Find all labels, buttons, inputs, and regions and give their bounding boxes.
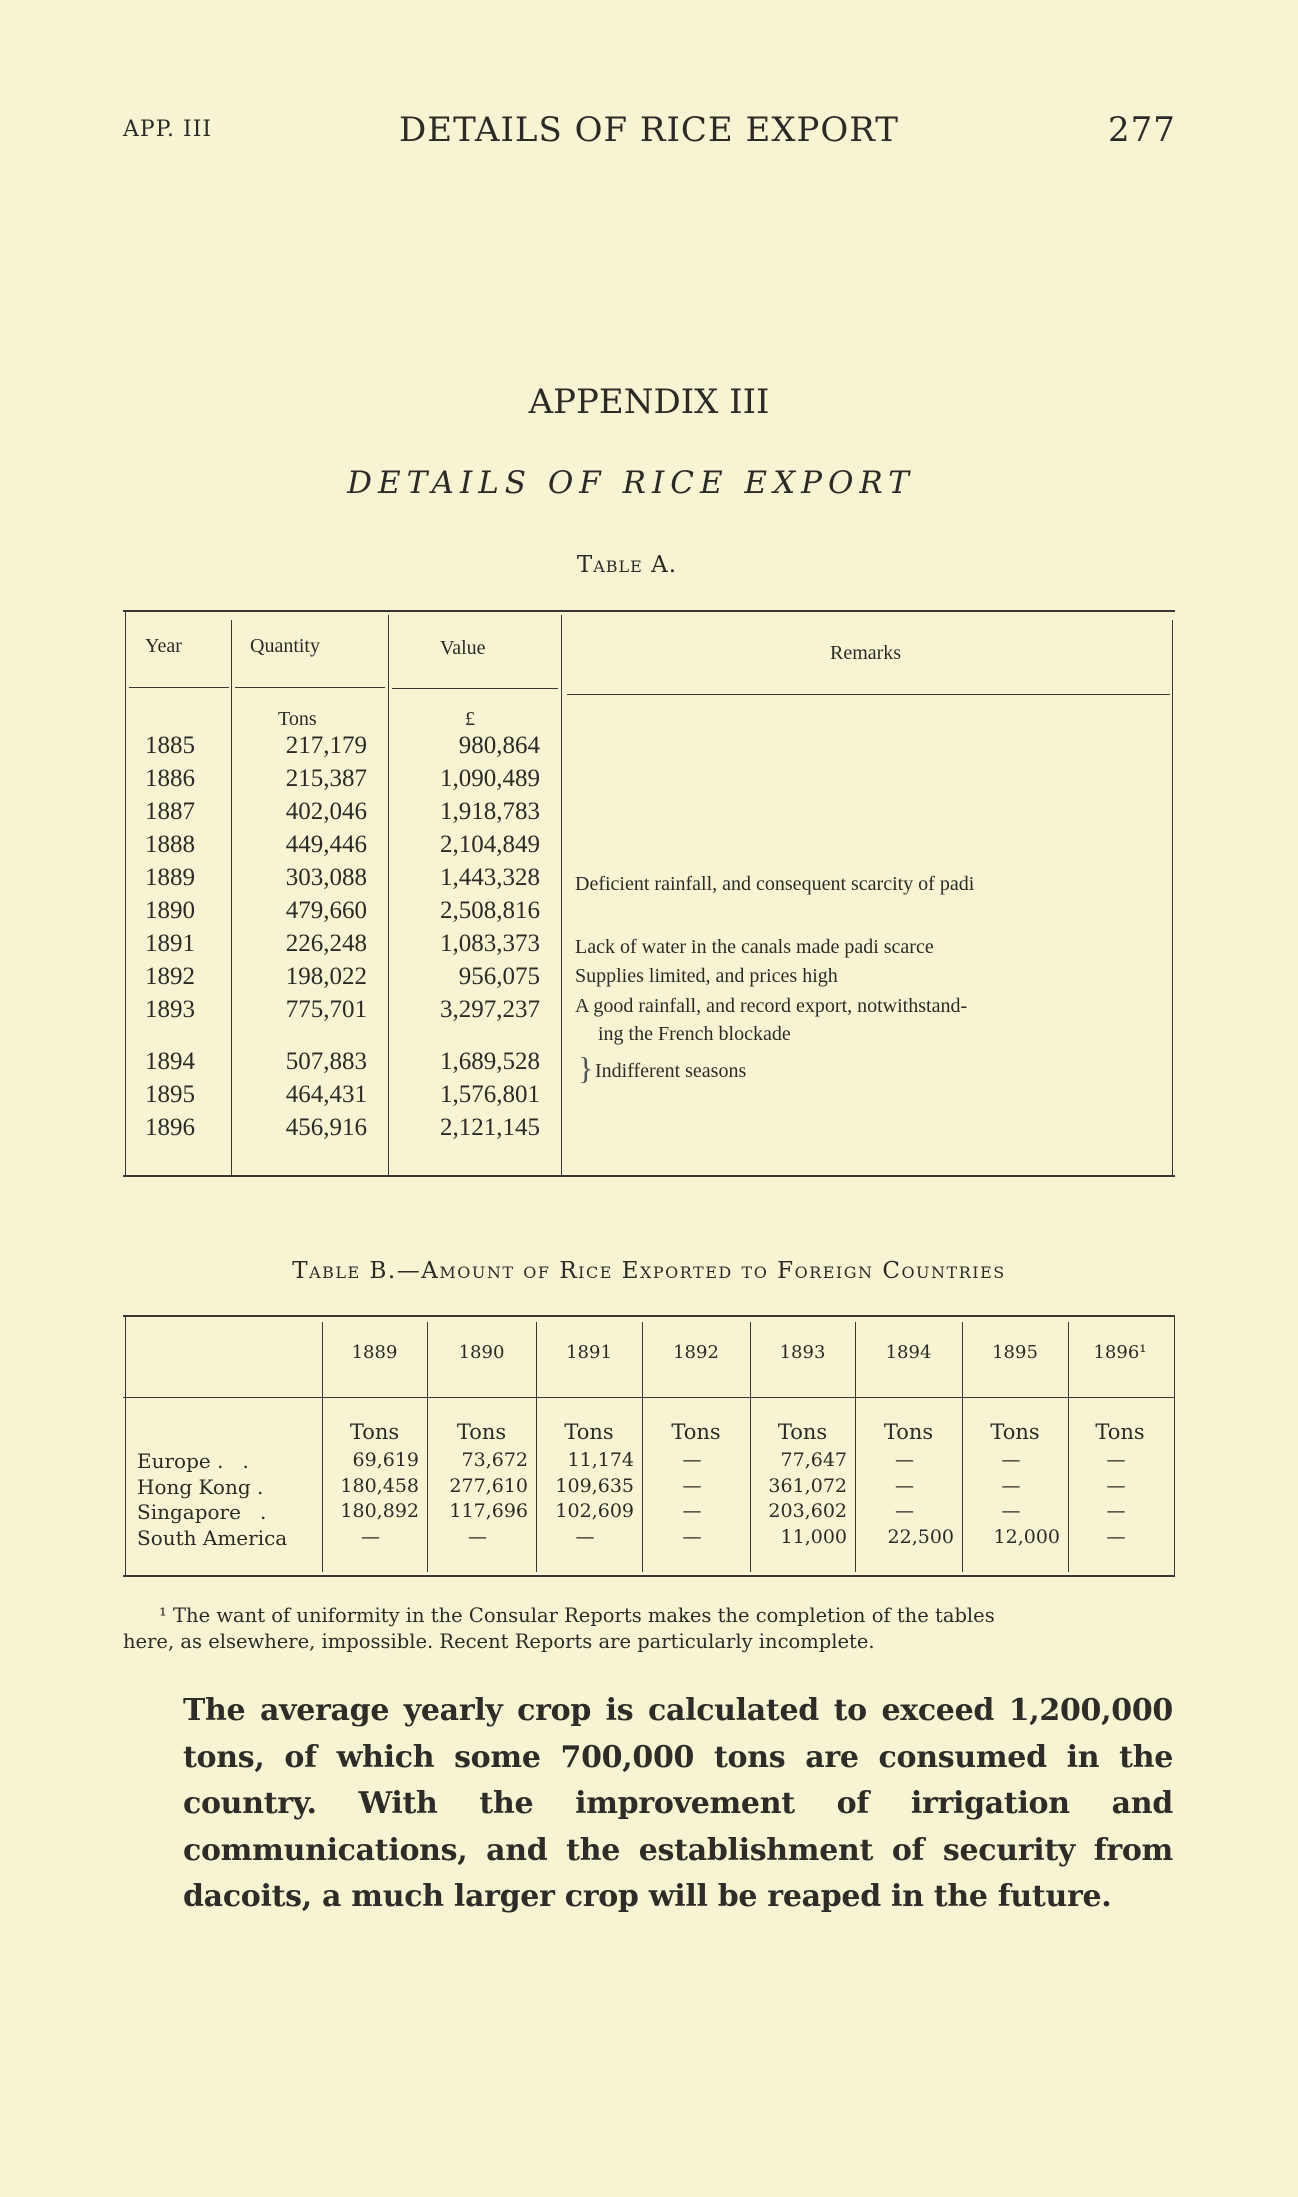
table-b-value-cell: — xyxy=(1001,1500,1021,1522)
table-a-quantity-cell: 215,387 xyxy=(285,765,367,792)
table-b-year-header: 1893 xyxy=(779,1342,826,1363)
page-number: 277 xyxy=(1108,110,1176,150)
table-b-value-cell: 361,072 xyxy=(768,1474,847,1497)
table-a-value-cell: 1,576,801 xyxy=(440,1081,540,1108)
header-title: DETAILS OF RICE EXPORT xyxy=(399,110,899,150)
table-a-quantity-cell: 449,446 xyxy=(285,831,367,858)
table-b-row-label: South America xyxy=(137,1525,288,1550)
table-a-year-cell: 1887 xyxy=(145,798,195,825)
table-a-quantity-cell: 479,660 xyxy=(285,897,367,924)
table-b-header-rule xyxy=(123,1397,1175,1398)
body-paragraph: The average yearly crop is calculated to exceed 1,200,000 tons, of which some 700,000 tons are consumed in the country. With the improvement of irrigation and communications, and the establishment of security from dacoits, a much larger crop will be reaped in the future. xyxy=(183,1693,1173,1914)
table-a-year-cell: 1888 xyxy=(145,831,195,858)
brace-icon: } xyxy=(578,1050,594,1086)
table-a-quantity-cell: 402,046 xyxy=(285,798,367,825)
table-b-caption: Table B.—Amount of Rice Exported to Foreign Countries xyxy=(292,1258,1006,1284)
table-b-value-cell: 73,672 xyxy=(461,1449,528,1471)
table-b-year-header: 1890 xyxy=(458,1342,505,1363)
table-a-value-cell: 3,297,237 xyxy=(440,996,540,1023)
table-b-value-cell: — xyxy=(1106,1525,1126,1548)
table-b-value-cell: 203,602 xyxy=(768,1500,847,1522)
table-a-year-cell: 1892 xyxy=(145,963,195,990)
table-b-value-cell: — xyxy=(682,1500,702,1522)
table-a-value-cell: 2,104,849 xyxy=(440,831,540,858)
divider xyxy=(1174,1315,1175,1577)
table-a-value-cell: 1,689,528 xyxy=(440,1048,540,1075)
table-b-value-cell: 22,500 xyxy=(887,1525,954,1548)
divider xyxy=(125,1315,126,1575)
table-b-year-header: 1894 xyxy=(885,1342,932,1363)
table-a-value-cell: 2,121,145 xyxy=(440,1114,540,1141)
col-header-year: Year xyxy=(145,635,182,657)
table-a-quantity-cell: 226,248 xyxy=(285,930,367,957)
table-b-year-header: 1895 xyxy=(992,1342,1038,1363)
divider xyxy=(231,620,232,1175)
divider xyxy=(125,610,126,1175)
table-b-unit: Tons xyxy=(349,1420,400,1444)
table-b-unit: Tons xyxy=(456,1420,507,1444)
appendix-title: APPENDIX III xyxy=(528,382,770,422)
table-a-bottom-rule xyxy=(123,1175,1175,1177)
table-a-quantity-cell: 775,701 xyxy=(285,996,367,1023)
table-b-value-cell: — xyxy=(575,1525,595,1548)
table-b-value-cell: 69,619 xyxy=(352,1449,419,1471)
table-b-unit: Tons xyxy=(777,1420,828,1444)
table-a-year-cell: 1893 xyxy=(145,996,195,1023)
footnote-line-1: ¹ The want of uniformity in the Consular Reports makes the completion of the tables xyxy=(159,1604,995,1627)
table-b-value-cell: — xyxy=(1106,1474,1126,1497)
table-b-row-label: Singapore . xyxy=(137,1500,267,1524)
table-b-value-cell: 277,610 xyxy=(449,1474,528,1497)
table-b-top-rule xyxy=(123,1315,1175,1317)
col-header-remarks: Remarks xyxy=(830,642,902,664)
table-a-quantity-cell: 198,022 xyxy=(285,963,367,990)
remark-1889: Deficient rainfall, and consequent scarcity of padi xyxy=(575,873,975,895)
table-b-year-header: 1896¹ xyxy=(1093,1342,1147,1363)
table-a-year-cell: 1891 xyxy=(145,930,195,957)
table-a-top-rule xyxy=(123,610,1175,612)
header-rule xyxy=(392,688,558,689)
table-b-year-header: 1892 xyxy=(673,1342,719,1363)
table-b-value-cell: — xyxy=(682,1449,702,1471)
table-a-quantity-cell: 303,088 xyxy=(285,864,367,891)
table-b-year-header: 1891 xyxy=(566,1342,612,1363)
col-header-quantity: Quantity xyxy=(250,635,320,657)
table-b-value-cell: — xyxy=(682,1525,702,1548)
table-b-value-cell: — xyxy=(1106,1500,1126,1522)
table-b-value-cell: 109,635 xyxy=(555,1474,634,1497)
table-a-year-cell: 1896 xyxy=(145,1114,195,1141)
subtitle: DETAILS OF RICE EXPORT xyxy=(347,465,915,501)
table-b-value-cell: — xyxy=(468,1525,487,1548)
divider xyxy=(561,615,562,1175)
table-b-unit: Tons xyxy=(1095,1420,1145,1444)
table-b-unit: Tons xyxy=(671,1420,721,1444)
remark-1894-1895: Indifferent seasons xyxy=(595,1060,747,1082)
footnote-line-2: here, as elsewhere, impossible. Recent Reports are particularly incomplete. xyxy=(123,1630,875,1653)
table-a-quantity-cell: 217,179 xyxy=(285,732,367,759)
table-a-value-cell: 1,090,489 xyxy=(440,765,540,792)
table-b-value-cell: 77,647 xyxy=(780,1449,847,1471)
table-b-value-cell: — xyxy=(1001,1449,1021,1471)
table-a-value-cell: 956,075 xyxy=(458,963,540,990)
table-a-year-cell: 1894 xyxy=(145,1048,195,1075)
table-a-value-cell: 2,508,816 xyxy=(440,897,540,924)
table-b-value-cell: — xyxy=(895,1449,914,1471)
table-b-value-cell: — xyxy=(1001,1474,1021,1497)
remark-1893-cont: ing the French blockade xyxy=(598,1023,791,1045)
table-a-value-cell: 980,864 xyxy=(458,732,540,759)
remark-1891: Lack of water in the canals made padi scarce xyxy=(575,936,934,958)
divider xyxy=(388,615,389,1175)
table-a-year-cell: 1895 xyxy=(145,1081,195,1108)
table-a-quantity-cell: 456,916 xyxy=(285,1114,367,1141)
table-a-value-cell: 1,918,783 xyxy=(440,798,540,825)
table-a-year-cell: 1889 xyxy=(145,864,195,891)
table-b-unit: Tons xyxy=(990,1420,1040,1444)
table-b-value-cell: 11,000 xyxy=(780,1525,847,1548)
header-rule xyxy=(235,687,385,688)
table-b-value-cell: — xyxy=(895,1474,914,1497)
table-a-year-cell: 1885 xyxy=(145,732,195,759)
table-b-value-cell: — xyxy=(682,1474,702,1497)
table-b-unit: Tons xyxy=(564,1420,614,1444)
header-rule xyxy=(567,694,1170,695)
footnote xyxy=(123,1603,1178,1655)
divider xyxy=(1172,620,1173,1175)
table-b-value-cell: 117,696 xyxy=(449,1500,528,1522)
unit-tons: Tons xyxy=(278,708,317,730)
table-b-value-cell: — xyxy=(361,1525,380,1548)
table-b-bottom-rule xyxy=(123,1575,1175,1577)
table-a-caption: Table A. xyxy=(576,552,678,578)
table-b-year-header: 1889 xyxy=(351,1342,398,1363)
table-b-unit: Tons xyxy=(883,1420,934,1444)
table-a-quantity-cell: 464,431 xyxy=(285,1081,367,1108)
table-b-value-cell: — xyxy=(1106,1449,1126,1471)
table-b-value-cell: 11,174 xyxy=(567,1449,634,1471)
table-b-value-cell: 180,458 xyxy=(340,1474,419,1497)
header-rule xyxy=(129,687,229,688)
unit-pounds: £ xyxy=(465,708,475,730)
remark-1892: Supplies limited, and prices high xyxy=(575,965,838,987)
table-b-value-cell: — xyxy=(895,1500,914,1522)
remark-1893: A good rainfall, and record export, notwithstand- xyxy=(575,995,968,1017)
table-a-year-cell: 1890 xyxy=(145,897,195,924)
table-b-row-label: Europe . . xyxy=(137,1449,249,1473)
table-a-value-cell: 1,443,328 xyxy=(440,864,540,891)
table-a-year-cell: 1886 xyxy=(145,765,195,792)
table-b-value-cell: 12,000 xyxy=(993,1525,1060,1548)
table-a-quantity-cell: 507,883 xyxy=(285,1048,367,1075)
col-header-value: Value xyxy=(440,637,486,659)
table-b-row-label: Hong Kong . xyxy=(137,1474,264,1499)
table-b-value-cell: 102,609 xyxy=(555,1500,634,1522)
table-b-value-cell: 180,892 xyxy=(340,1500,419,1522)
table-a-value-cell: 1,083,373 xyxy=(440,930,540,957)
header-section: APP. III xyxy=(123,117,213,142)
